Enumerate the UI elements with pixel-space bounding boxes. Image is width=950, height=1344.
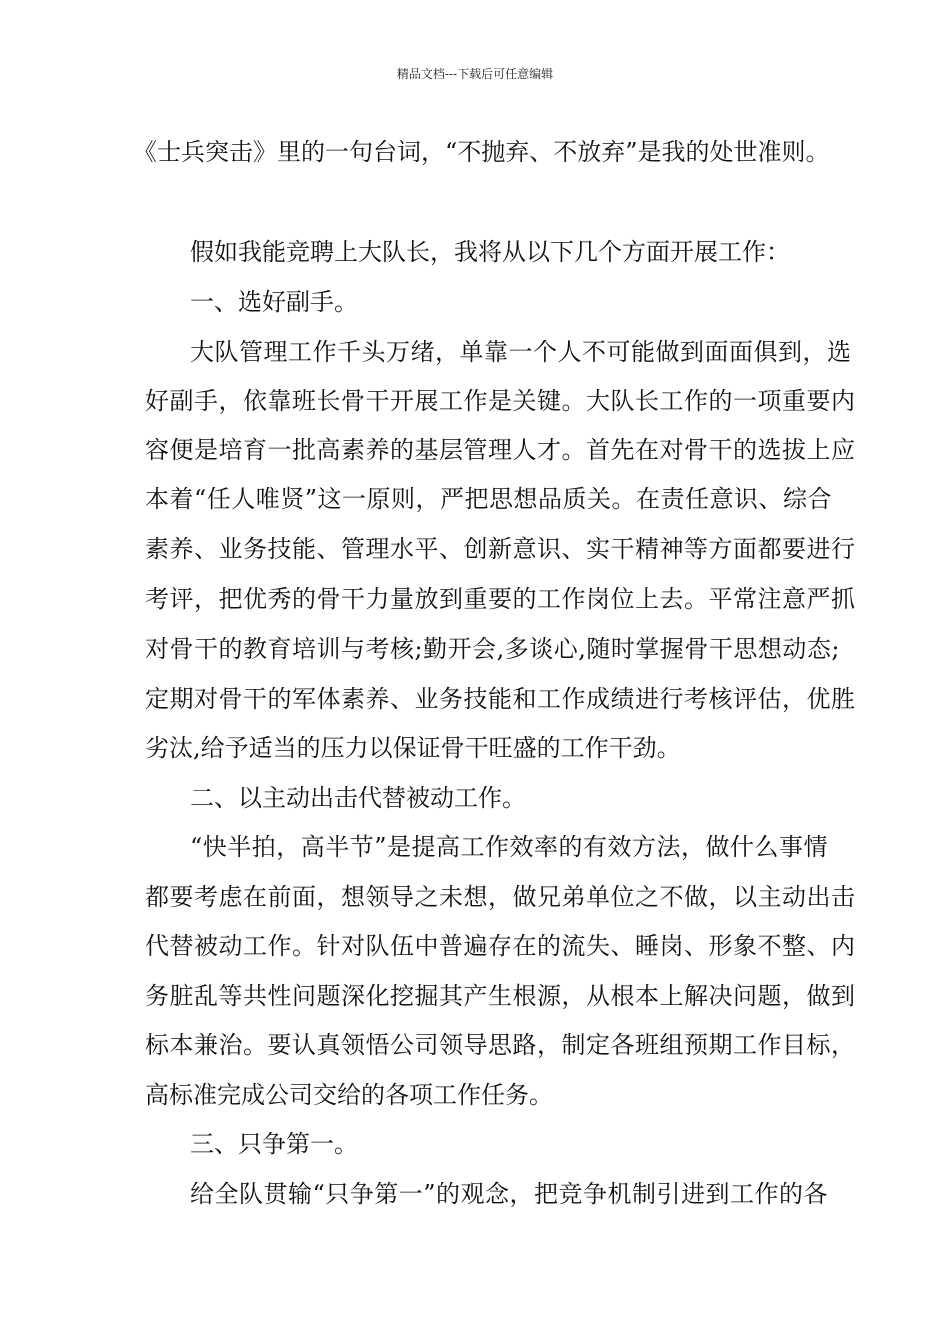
- section-heading-3: 三、只争第一。: [190, 1130, 358, 1158]
- text-line: 考评，把优秀的骨干力量放到重要的工作岗位上去。平常注意严抓: [145, 585, 856, 613]
- text-line: 都要考虑在前面，想领导之未想，做兄弟单位之不做，以主动出击: [145, 883, 856, 911]
- text-line: “快半拍，高半节”是提高工作效率的有效方法，做什么事情: [190, 833, 829, 861]
- text-line: 假如我能竞聘上大队长，我将从以下几个方面开展工作：: [190, 238, 790, 266]
- text-line: 对骨干的教育培训与考核;勤开会,多谈心,随时掌握骨干思想动态;: [145, 635, 840, 663]
- text-line: 给全队贯输“只争第一”的观念，把竞争机制引进到工作的各: [190, 1180, 829, 1208]
- text-line: 本着“任人唯贤”这一原则，严把思想品质关。在责任意识、综合: [145, 485, 833, 513]
- text-line: 标本兼治。要认真领悟公司领导思路，制定各班组预期工作目标，: [145, 1031, 856, 1059]
- text-line: 素养、业务技能、管理水平、创新意识、实干精神等方面都要进行: [145, 535, 856, 563]
- text-line: 高标准完成公司交给的各项工作任务。: [145, 1081, 553, 1109]
- text-line: 定期对骨干的军体素养、业务技能和工作成绩进行考核评估，优胜: [145, 685, 856, 713]
- text-line: 务脏乱等共性问题深化挖掘其产生根源，从根本上解决问题，做到: [145, 982, 856, 1010]
- text-line: 劣汰,给予适当的压力以保证骨干旺盛的工作干劲。: [145, 734, 681, 762]
- page-header: 精品文档---下载后可任意编辑: [396, 67, 554, 81]
- text-line: 《士兵突击》里的一句台词，“不抛弃、不放弃”是我的处世准则。: [133, 138, 830, 166]
- section-heading-1: 一、选好副手。: [190, 288, 358, 316]
- text-line: 好副手，依靠班长骨干开展工作是关键。大队长工作的一项重要内: [145, 387, 856, 415]
- text-line: 大队管理工作千头万绪，单靠一个人不可能做到面面俱到，选: [190, 338, 852, 366]
- text-line: 容便是培育一批高素养的基层管理人才。首先在对骨干的选拔上应: [145, 436, 856, 464]
- text-line: 代替被动工作。针对队伍中普遍存在的流失、睡岗、形象不整、内: [145, 932, 856, 960]
- section-heading-2: 二、以主动出击代替被动工作。: [190, 784, 526, 812]
